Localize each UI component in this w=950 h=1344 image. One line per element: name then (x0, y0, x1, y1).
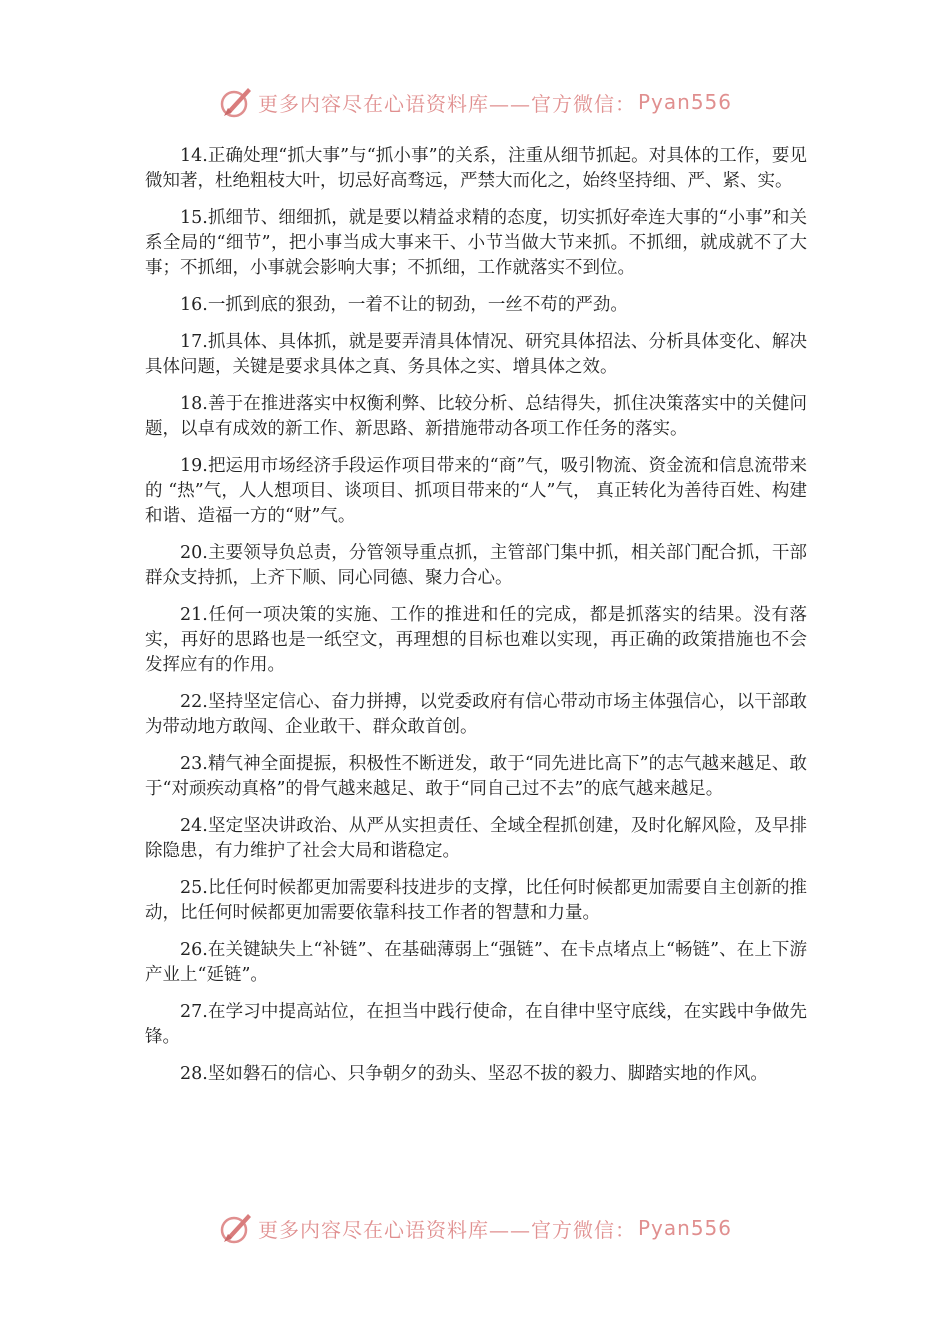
paragraph-22: 22.坚持坚定信心、奋力拼搏，以党委政府有信心带动市场主体强信心，以干部敢为带动地方敢闯、企业敢干、群众敢首创。 (145, 692, 807, 737)
header-wechat-id: Pyan556 (637, 90, 732, 114)
footer-wechat-id: Pyan556 (637, 1216, 732, 1240)
paragraph-18: 18.善于在推进落实中权衡利弊、比较分析、总结得失，抓住决策落实中的关健问题，以卓有成效的新工作、新思路、新措施带动各项工作任务的落实。 (145, 394, 807, 439)
paragraph-16: 16.一抓到底的狠劲，一着不让的韧劲，一丝不苟的严劲。 (180, 295, 628, 315)
paragraph-14: 14.正确处理“抓大事”与“抓小事”的关系，注重从细节抓起。对具体的工作，要见微知著，杜绝粗枝大叶，切忌好高骛远，严禁大而化之，始终坚持细、严、紧、实。 (145, 146, 807, 191)
paragraph-27: 27.在学习中提高站位，在担当中践行使命，在自律中坚守底线，在实践中争做先锋。 (145, 1002, 807, 1047)
paragraph-20: 20.主要领导负总责，分管领导重点抓，主管部门集中抓，相关部门配合抓，干部群众支持抓，上齐下顺、同心同德、聚力合心。 (145, 543, 807, 588)
header-brand-text: 更多内容尽在心语资料库—— (257, 91, 531, 116)
paragraph-15: 15.抓细节、细细抓，就是要以精益求精的态度，切实抓好牵连大事的“小事”和关系全局的“细节”，把小事当成大事来干、小节当做大节来抓。不抓细，就成就不了大事；不抓细，小事就会影响大事；不抓细，工作就落实不到位。 (145, 208, 807, 278)
paragraph-26: 26.在关键缺失上“补链”、在基础薄弱上“强链”、在卡点堵点上“畅链”、在上下游产业上“延链”。 (145, 940, 807, 985)
paragraph-17: 17.抓具体、具体抓，就是要弄清具体情况、研究具体招法、分析具体变化、解决具体问题，关键是要求具体之真、务具体之实、增具体之效。 (145, 332, 807, 377)
paragraph-19: 19.把运用市场经济手段运作项目带来的“商”气，吸引物流、资金流和信息流带来的 “热”气，人人想项目、谈项目、抓项目带来的“人”气， 真正转化为善待百姓、构建和谐、造福一方的“财”气。 (145, 456, 807, 526)
header-wechat-label: 官方微信： (530, 91, 636, 116)
footer-banner (0, 1208, 950, 1248)
quill-logo-icon (218, 84, 254, 120)
quill-logo-icon (218, 1210, 254, 1246)
document-body (145, 144, 807, 1099)
paragraph-28: 28.坚如磐石的信心、只争朝夕的劲头、坚忍不拔的毅力、脚踏实地的作风。 (180, 1064, 768, 1084)
paragraph-25: 25.比任何时候都更加需要科技进步的支撑，比任何时候都更加需要自主创新的推动，比任何时候都更加需要依靠科技工作者的智慧和力量。 (145, 878, 807, 923)
footer-wechat-label: 官方微信： (530, 1217, 636, 1242)
header-banner (0, 82, 950, 122)
paragraph-21: 21.任何一项决策的实施、工作的推进和任的完成，都是抓落实的结果。没有落实，再好的思路也是一纸空文，再理想的目标也难以实现，再正确的政策措施也不会发挥应有的作用。 (145, 605, 807, 675)
paragraph-24: 24.坚定坚决讲政治、从严从实担责任、全域全程抓创建，及时化解风险，及早排除隐患，有力维护了社会大局和谐稳定。 (145, 816, 807, 861)
footer-brand-text: 更多内容尽在心语资料库—— (257, 1217, 531, 1242)
paragraph-23: 23.精气神全面提振，积极性不断迸发，敢于“同先进比高下”的志气越来越足、敢于“对顽疾动真格”的骨气越来越足、敢于“同自己过不去”的底气越来越足。 (145, 754, 807, 799)
